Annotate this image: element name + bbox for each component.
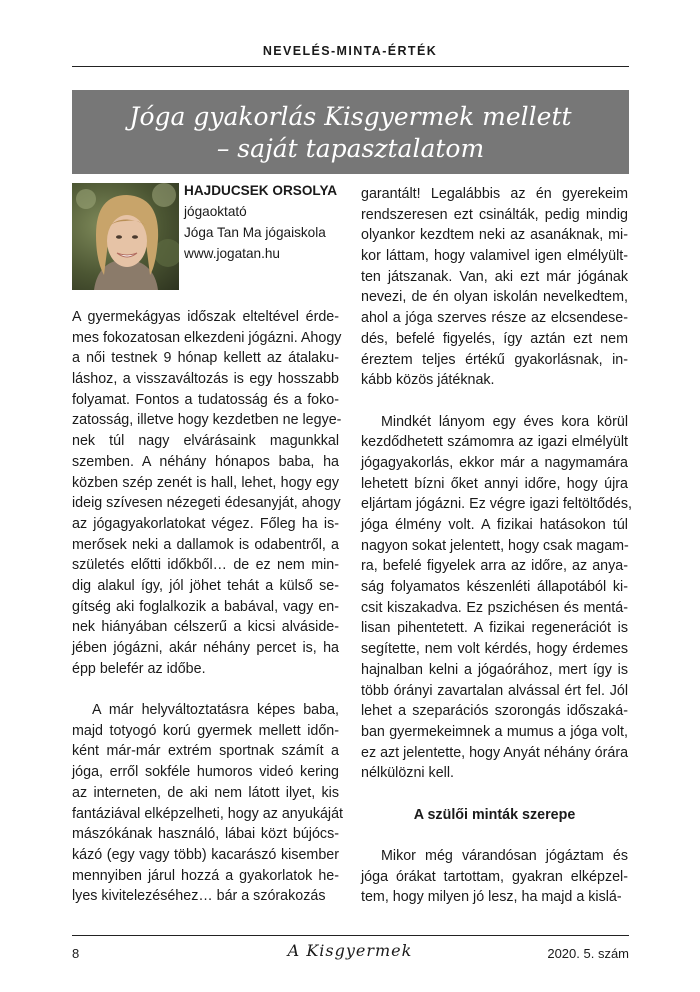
text-line: jóga, erről sokféle humoros videó kering <box>72 764 339 781</box>
text-line: nek hiányában célszerű a kicsi alváside- <box>72 619 339 636</box>
text-line: az jógagyakorlatokat végez. Főleg ha is- <box>72 515 339 532</box>
text-line: dig alakul így, jól jöhet tehát a külső se- <box>72 577 339 594</box>
text-line: garantált! Legalábbis az én gyerekeim <box>361 186 628 202</box>
article-title-box <box>72 90 629 174</box>
text-line: az interneten, de aki nem látott ilyet, kis <box>72 784 339 801</box>
text-line: közben szép zenét is hall, lehet, hogy egy <box>72 474 339 491</box>
body-paragraph <box>361 412 632 784</box>
running-head: NEVELÉS-MINTA-ÉRTÉK <box>262 44 438 58</box>
text-line: majd totyogó korú gyermek mellett időn- <box>72 722 339 739</box>
text-line: mes fokozatosan elkezdeni jógázni. Ahogy <box>72 329 342 346</box>
text-line: szemben. A néhány hónapos baba, ha <box>72 453 339 470</box>
text-line: segítette, nem volt kérdés, hogy érdemes <box>361 641 628 658</box>
paragraph-gap <box>361 825 628 846</box>
author-website-link[interactable]: www.jogatan.hu <box>184 246 280 261</box>
text-line: rendszeresen ezt csinálták, pedig mindig <box>361 206 628 223</box>
author-name: HAJDUCSEK ORSOLYA <box>184 183 338 198</box>
text-line: mennyiben járul hozzá a gyakorlatok he- <box>72 867 339 884</box>
footer-rule <box>72 935 629 936</box>
paragraph-gap <box>72 679 339 700</box>
text-line: jóga élmény volt. A fizikai hatásokon túl <box>361 517 628 533</box>
text-line: eljártam jógázni. Ez végre igazi feltöltődés, <box>361 496 632 513</box>
text-line: kább közös játéknak. <box>361 372 495 389</box>
section-subheading: A szülői minták szerepe <box>413 806 576 823</box>
text-line: ra, befelé figyelek arra az időre, az anya- <box>361 558 628 575</box>
text-line: tem, hogy milyen jó lesz, ha majd a kislá- <box>361 889 622 906</box>
text-line: ban gyermekeimnek a mumus a jóga volt, <box>361 723 628 740</box>
text-line: éreztem teljes értékű gyakorlásnak, in- <box>361 351 628 368</box>
text-line: ként már-már extrém sportnak számít a <box>72 743 339 760</box>
text-line: jében jógázni, akár néhány percet is, ha <box>72 640 339 656</box>
text-line: nevezi, de én olyan iskolán nevelkedtem, <box>361 289 628 306</box>
text-line: mászókának használó, lábai közt bújócs- <box>72 826 339 843</box>
text-line: hajnalban kelni a jógaórához, mert így is <box>361 661 628 678</box>
text-line: születés előtti időkből… de ez nem min- <box>72 557 339 574</box>
text-line: lehet a szeparációs szorongás időszaká- <box>361 703 628 720</box>
text-line: Mikor még várandósan jógáztam és <box>381 848 628 864</box>
body-paragraph <box>72 307 342 679</box>
text-line: dés, befelé figyelés, így aztán ezt nem <box>361 330 628 347</box>
page-number: 8 <box>72 946 80 961</box>
text-line: lisan pihentetett. A fizikai regenerációt is <box>361 620 628 637</box>
left-column <box>72 307 344 907</box>
author-photo <box>72 183 179 290</box>
text-line: láshoz, a visszaváltozás is egy hosszabb <box>72 371 339 388</box>
text-line: folyamat. Fontos a tudatosság és a foko- <box>72 391 339 408</box>
text-line: nélkülözni kell. <box>361 765 454 782</box>
text-line: ez azt jelentette, hogy Anyát néhány órára <box>361 744 629 761</box>
text-line: zatosság, illetve hogy kezdetben ne legye- <box>72 412 342 429</box>
article-title-line-2: – saját tapasztalatom <box>216 134 485 163</box>
text-line: ahol a jóga szerves része az elcsendese- <box>361 310 628 327</box>
text-line: ság folyamatos készenléti állapotából ki- <box>361 579 628 596</box>
header-rule <box>72 66 629 67</box>
article-title-line-1: Jóga gyakorlás Kisgyermek mellett <box>129 102 572 131</box>
text-line: A már helyváltoztatásra képes baba, <box>92 702 339 719</box>
text-line: jóga órákat tartottam, gyakran elképzel- <box>361 868 628 885</box>
text-line: merősek neki a dallamok is odabentről, a <box>72 536 339 553</box>
paragraph-gap <box>361 784 628 805</box>
body-paragraph <box>361 846 628 908</box>
author-block <box>184 180 337 264</box>
text-line: nagyon sokat jelentett, hogy csak magam- <box>361 537 629 554</box>
author-role: jógaoktató <box>184 204 247 219</box>
paragraph-gap <box>361 391 628 412</box>
text-line: kázó (egy vagy több) kacarászó kisember <box>72 846 339 863</box>
text-line: kezdődhetett számomra az igazi elmélyült <box>361 434 628 451</box>
author-organization: Jóga Tan Ma jógaiskola <box>184 225 326 240</box>
text-line: nek túl nagy elvárásaink magunkkal <box>72 433 339 450</box>
text-line: kor láttam, hogy valamivel igen elmélyült- <box>361 248 628 265</box>
text-line: gítség aki foglalkozik a babával, vagy en- <box>72 598 339 615</box>
text-line: csit kiszakadva. Ez pszichésen és mentá- <box>361 599 628 616</box>
text-line: fantáziával elképzelheti, hogy az anyukáját <box>72 805 344 822</box>
text-line: jógagyakorlás, ekkor már a nagymamára <box>361 454 628 471</box>
right-column <box>361 184 632 908</box>
body-paragraph <box>72 700 344 907</box>
text-line: a női testnek 9 hónap kellett az átalaku- <box>72 350 339 367</box>
body-paragraph <box>361 184 628 391</box>
text-line: olyankor kezdtem neki az asanáknak, mi- <box>361 227 628 244</box>
magazine-name: A Kisgyermek <box>287 941 413 960</box>
text-line: A gyermekágyas időszak elteltével érde- <box>72 309 339 325</box>
issue-label: 2020. 5. szám <box>547 946 629 961</box>
text-line: lyes kivitelezéséhez… bár a szórakozás <box>72 888 326 905</box>
text-line: ten játszanak. Van, aki ezt már jógának <box>361 268 628 285</box>
text-line: ideig szívesen nézegeti édesanyját, ahogy <box>72 495 341 512</box>
text-line: épp belefér az időbe. <box>72 660 206 677</box>
text-line: Mindkét lányom egy éves kora körül <box>381 413 628 430</box>
text-line: lehetett bízni őket annyi időre, hogy újra <box>361 475 628 492</box>
text-line: több órányi zavartalan alvással ért fel. Jól <box>361 682 628 699</box>
